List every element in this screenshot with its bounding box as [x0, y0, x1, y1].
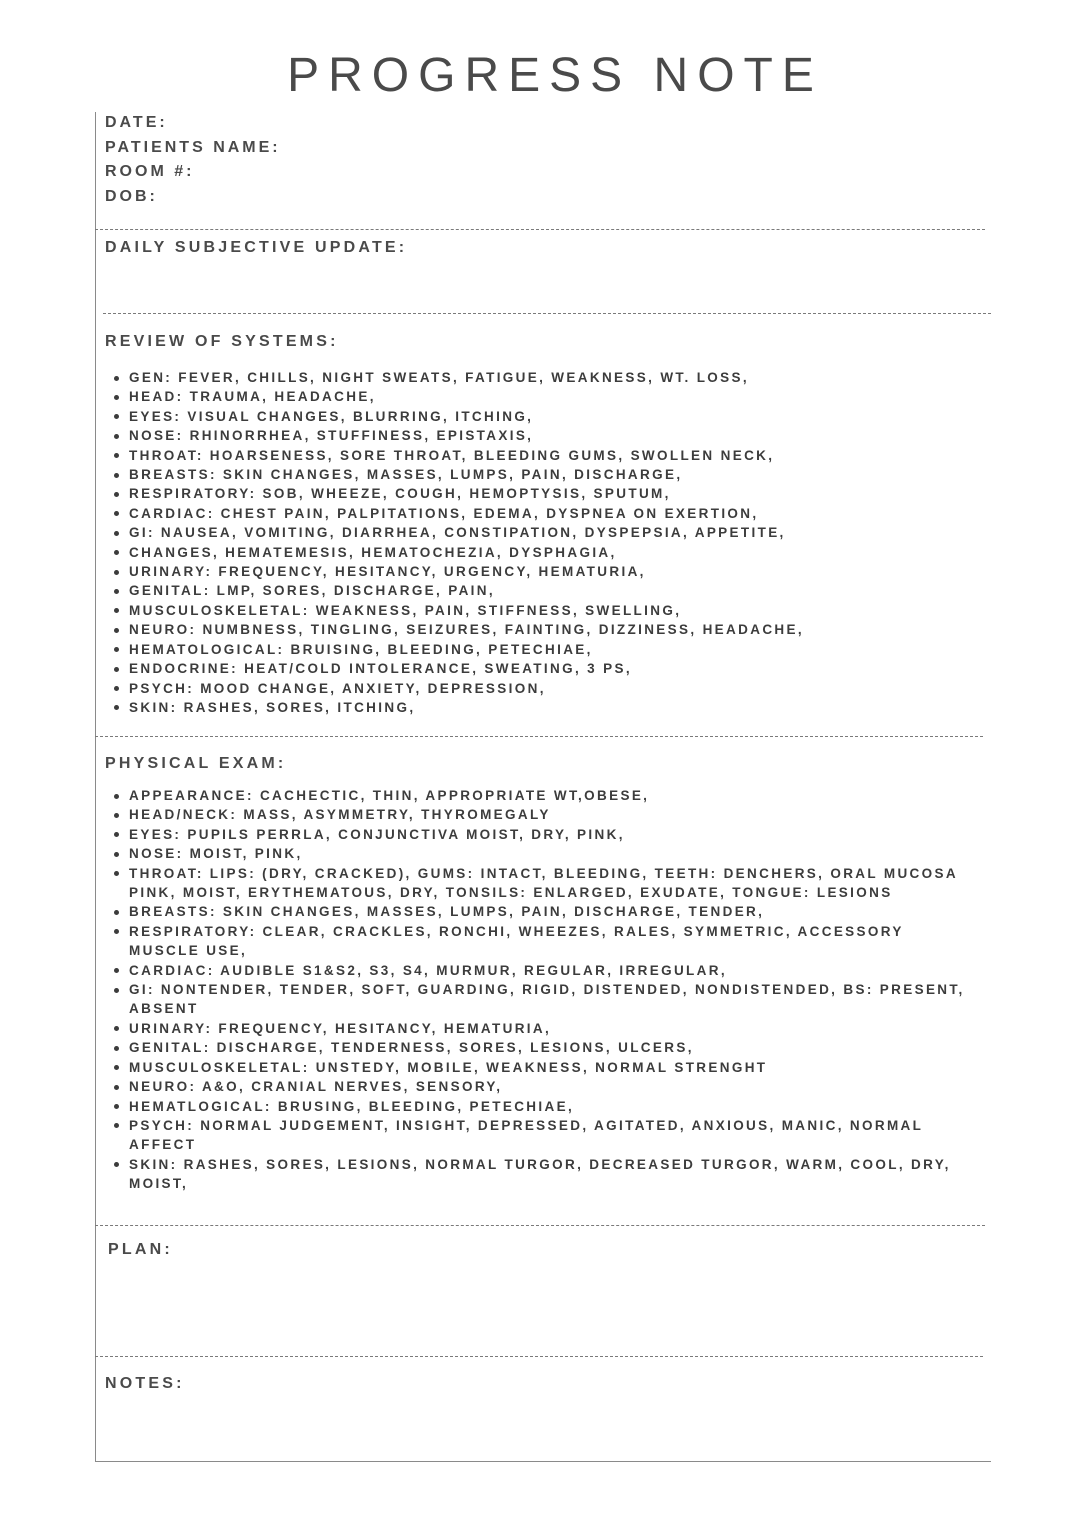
- physical-exam-item: MUSCULOSKELETAL: UNSTEDY, MOBILE, WEAKNESS, NORMAL STRENGHT: [110, 1058, 980, 1077]
- section-divider: [95, 1356, 983, 1357]
- physical-exam-item: PSYCH: NORMAL JUDGEMENT, INSIGHT, DEPRESSED, AGITATED, ANXIOUS, MANIC, NORMAL AFFECT: [110, 1116, 980, 1155]
- ros-item: BREASTS: SKIN CHANGES, MASSES, LUMPS, PAIN, DISCHARGE,: [110, 465, 980, 484]
- section-divider: [103, 313, 991, 314]
- ros-item: THROAT: HOARSENESS, SORE THROAT, BLEEDING GUMS, SWOLLEN NECK,: [110, 446, 980, 465]
- ros-item: GEN: FEVER, CHILLS, NIGHT SWEATS, FATIGUE, WEAKNESS, WT. LOSS,: [110, 368, 980, 387]
- physical-exam-item: BREASTS: SKIN CHANGES, MASSES, LUMPS, PAIN, DISCHARGE, TENDER,: [110, 902, 980, 921]
- physical-exam-item: EYES: PUPILS PERRLA, CONJUNCTIVA MOIST, DRY, PINK,: [110, 825, 980, 844]
- physical-exam-item: GI: NONTENDER, TENDER, SOFT, GUARDING, RIGID, DISTENDED, NONDISTENDED, BS: PRESENT, ABSENT: [110, 980, 980, 1019]
- ros-item: EYES: VISUAL CHANGES, BLURRING, ITCHING,: [110, 407, 980, 426]
- plan-heading: PLAN:: [108, 1241, 173, 1258]
- notes-writing-area[interactable]: [100, 1398, 980, 1456]
- physical-exam-item: GENITAL: DISCHARGE, TENDERNESS, SORES, LESIONS, ULCERS,: [110, 1038, 980, 1057]
- physical-exam-item: APPEARANCE: CACHECTIC, THIN, APPROPRIATE WT,OBESE,: [110, 786, 980, 805]
- subjective-writing-area[interactable]: [100, 262, 980, 310]
- ros-item: GI: NAUSEA, VOMITING, DIARRHEA, CONSTIPATION, DYSPEPSIA, APPETITE,: [110, 523, 980, 542]
- physical-exam-item: THROAT: LIPS: (DRY, CRACKED), GUMS: INTACT, BLEEDING, TEETH: DENCHERS, ORAL MUCOSA PINK, MOIST, ERYTHEMATOUS, DRY, TONSILS: ENLARGED, EXUDATE, TONGUE: LESIONS: [110, 864, 980, 903]
- notes-heading: NOTES:: [105, 1375, 185, 1392]
- section-divider: [95, 736, 983, 737]
- physical-exam-item: URINARY: FREQUENCY, HESITANCY, HEMATURIA,: [110, 1019, 980, 1038]
- physical-exam-list: [110, 786, 980, 1194]
- left-border-line: [95, 112, 96, 1462]
- ros-list: [110, 368, 980, 717]
- ros-item: RESPIRATORY: SOB, WHEEZE, COUGH, HEMOPTYSIS, SPUTUM,: [110, 484, 980, 503]
- physical-exam-item: NOSE: MOIST, PINK,: [110, 844, 980, 863]
- dob-field-label[interactable]: DOB:: [105, 188, 158, 205]
- ros-item: CHANGES, HEMATEMESIS, HEMATOCHEZIA, DYSPHAGIA,: [110, 543, 980, 562]
- subjective-heading: DAILY SUBJECTIVE UPDATE:: [105, 239, 408, 256]
- date-field-label[interactable]: DATE:: [105, 114, 168, 131]
- patient-name-field-label[interactable]: PATIENTS NAME:: [105, 139, 281, 156]
- ros-heading: REVIEW OF SYSTEMS:: [105, 333, 339, 350]
- physical-exam-item: HEMATLOGICAL: BRUSING, BLEEDING, PETECHIAE,: [110, 1097, 980, 1116]
- page-title: PROGRESS NOTE: [287, 49, 823, 102]
- ros-item: PSYCH: MOOD CHANGE, ANXIETY, DEPRESSION,: [110, 679, 980, 698]
- ros-item: ENDOCRINE: HEAT/COLD INTOLERANCE, SWEATING, 3 PS,: [110, 659, 980, 678]
- ros-item: HEAD: TRAUMA, HEADACHE,: [110, 387, 980, 406]
- physical-exam-item: HEAD/NECK: MASS, ASYMMETRY, THYROMEGALY: [110, 805, 980, 824]
- section-divider: [95, 229, 985, 230]
- physical-exam-item: NEURO: A&O, CRANIAL NERVES, SENSORY,: [110, 1077, 980, 1096]
- physical-exam-item: RESPIRATORY: CLEAR, CRACKLES, RONCHI, WHEEZES, RALES, SYMMETRIC, ACCESSORY MUSCLE USE,: [110, 922, 980, 961]
- section-divider: [95, 1225, 985, 1226]
- physical-exam-item: CARDIAC: AUDIBLE S1&S2, S3, S4, MURMUR, REGULAR, IRREGULAR,: [110, 961, 980, 980]
- room-field-label[interactable]: ROOM #:: [105, 163, 195, 180]
- physical-exam-heading: PHYSICAL EXAM:: [105, 755, 287, 772]
- ros-item: MUSCULOSKELETAL: WEAKNESS, PAIN, STIFFNESS, SWELLING,: [110, 601, 980, 620]
- physical-exam-item: SKIN: RASHES, SORES, LESIONS, NORMAL TURGOR, DECREASED TURGOR, WARM, COOL, DRY, MOIST,: [110, 1155, 980, 1194]
- ros-item: SKIN: RASHES, SORES, ITCHING,: [110, 698, 980, 717]
- ros-item: CARDIAC: CHEST PAIN, PALPITATIONS, EDEMA, DYSPNEA ON EXERTION,: [110, 504, 980, 523]
- ros-item: HEMATOLOGICAL: BRUISING, BLEEDING, PETECHIAE,: [110, 640, 980, 659]
- ros-item: NEURO: NUMBNESS, TINGLING, SEIZURES, FAINTING, DIZZINESS, HEADACHE,: [110, 620, 980, 639]
- plan-writing-area[interactable]: [100, 1264, 980, 1349]
- ros-item: URINARY: FREQUENCY, HESITANCY, URGENCY, HEMATURIA,: [110, 562, 980, 581]
- ros-item: GENITAL: LMP, SORES, DISCHARGE, PAIN,: [110, 581, 980, 600]
- bottom-border-line: [95, 1461, 991, 1462]
- ros-item: NOSE: RHINORRHEA, STUFFINESS, EPISTAXIS,: [110, 426, 980, 445]
